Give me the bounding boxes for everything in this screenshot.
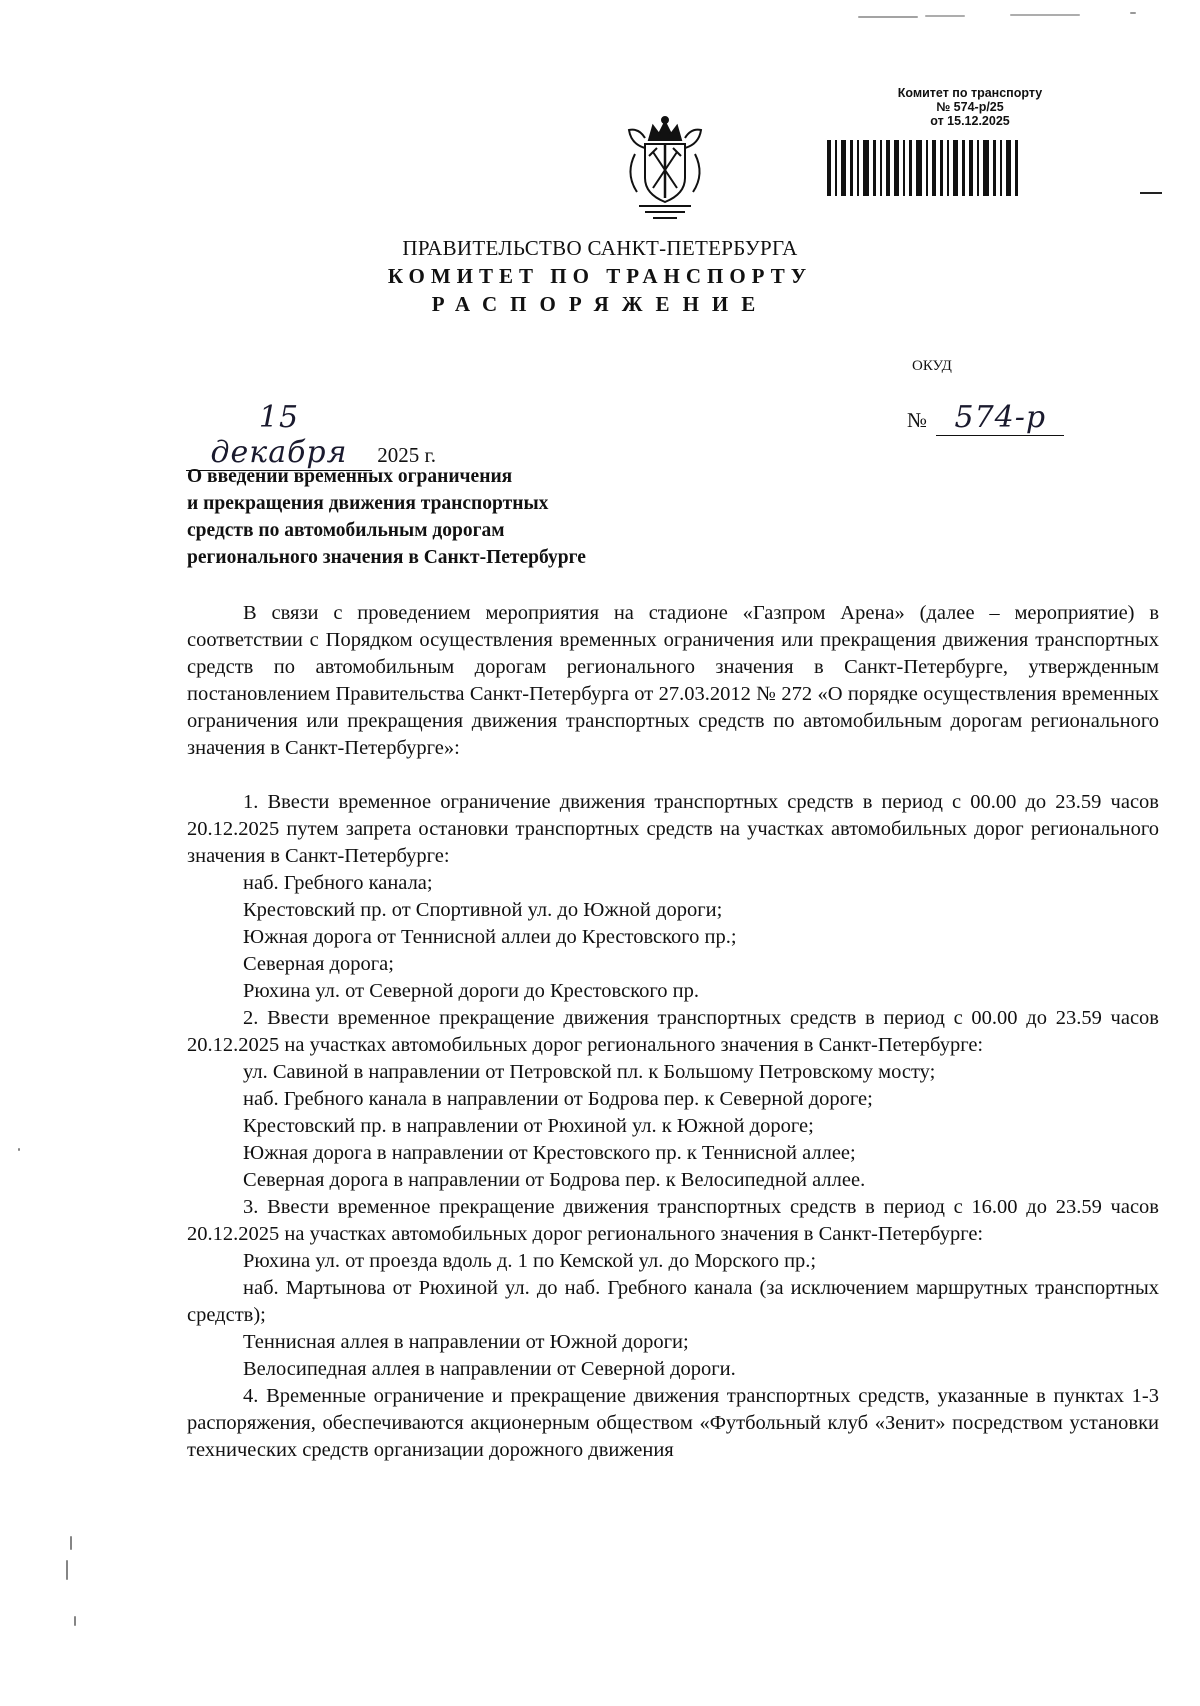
point-4-text: 4. Временные ограничение и прекращение движения транспортных средств, указанные в пунктах 1-3 распоряжения, обеспечиваются акционерным обществом «Футбольный клуб «Зенит» посредством установки технических средств организации дорожного движения xyxy=(187,1385,1159,1461)
scan-artifact xyxy=(18,1148,20,1151)
scan-artifact xyxy=(1130,12,1136,14)
point-1-text: 1. Ввести временное ограничение движения транспортных средств в период с 00.00 до 23.59 часов 20.12.2025 путем запрета остановки транспортных средств на участках автомобильных дорог регионального значения в Санкт-Петербурге: xyxy=(187,791,1159,867)
committee-heading: КОМИТЕТ ПО ТРАНСПОРТУ xyxy=(387,264,813,288)
barcode-tail-line xyxy=(1140,192,1162,194)
handwritten-date: 15 декабря xyxy=(210,400,348,470)
registration-stamp xyxy=(860,86,1080,128)
point-3-item: Рюхина ул. от проезда вдоль д. 1 по Кемской ул. до Морского пр.; xyxy=(243,1250,817,1272)
document-date xyxy=(186,400,436,471)
title-line: регионального значения в Санкт-Петербурге xyxy=(187,547,586,568)
okud-label: ОКУД xyxy=(912,358,952,374)
scan-artifact xyxy=(74,1616,76,1626)
date-year: 2025 г. xyxy=(377,443,436,467)
handwritten-number: 574-р xyxy=(954,400,1047,435)
point-2-text: 2. Ввести временное прекращение движения транспортных средств в период с 00.00 до 23.59 часов 20.12.2025 на участках автомобильных дорог регионального значения в Санкт-Петербурге: xyxy=(187,1007,1159,1056)
point-1-item: Северная дорога; xyxy=(243,953,394,975)
point-2-item: ул. Савиной в направлении от Петровской пл. к Большому Петровскому мосту; xyxy=(243,1061,936,1083)
document-body xyxy=(187,600,1159,1464)
scan-artifact xyxy=(70,1536,72,1550)
number-prefix: № xyxy=(907,408,928,432)
government-heading: ПРАВИТЕЛЬСТВО САНКТ-ПЕТЕРБУРГА xyxy=(402,236,798,260)
point-3-item: Теннисная аллея в направлении от Южной дороги; xyxy=(243,1331,689,1353)
point-3-item: Велосипедная аллея в направлении от Северной дороги. xyxy=(243,1358,736,1380)
scan-artifact xyxy=(858,16,918,18)
title-line: и прекращения движения транспортных xyxy=(187,493,549,514)
point-2-item: Южная дорога в направлении от Крестовского пр. к Теннисной аллее; xyxy=(243,1142,856,1164)
document-number xyxy=(907,400,1064,436)
document-type-heading: РАСПОРЯЖЕНИЕ xyxy=(431,292,769,316)
point-3-item: наб. Мартынова от Рюхиной ул. до наб. Гребного канала (за исключением маршрутных транспортных средств); xyxy=(187,1277,1159,1326)
point-1-item: Крестовский пр. от Спортивной ул. до Южной дороги; xyxy=(243,899,723,921)
preamble: В связи с проведением мероприятия на стадионе «Газпром Арена» (далее – мероприятие) в соответствии с Порядком осуществления временных ограничения или прекращения движения транспортных средств по автомобильным дорогам регионального значения в Санкт-Петербурге, утвержденным постановлением Правительства Санкт-Петербурга от 27.03.2012 № 272 «О порядке осуществления временных ограничения или прекращения движения транспортных средств по автомобильным дорогам регионального значения в Санкт-Петербурге»: xyxy=(187,602,1159,759)
point-1-item: наб. Гребного канала; xyxy=(243,872,433,894)
point-3-text: 3. Ввести временное прекращение движения транспортных средств в период с 16.00 до 23.59 часов 20.12.2025 на участках автомобильных дорог регионального значения в Санкт-Петербурге: xyxy=(187,1196,1159,1245)
coat-of-arms-emblem xyxy=(615,114,715,222)
scan-artifact xyxy=(1010,14,1080,16)
point-1-item: Южная дорога от Теннисной аллеи до Крестовского пр.; xyxy=(243,926,737,948)
title-line: О введении временных ограничения xyxy=(187,466,513,487)
scan-artifact xyxy=(925,15,965,17)
stamp-line-date: от 15.12.2025 xyxy=(930,114,1010,128)
point-2-item: Северная дорога в направлении от Бодрова пер. к Велосипедной аллее. xyxy=(243,1169,866,1191)
document-title xyxy=(187,463,707,571)
stamp-line-number: № 574-р/25 xyxy=(936,100,1004,114)
barcode xyxy=(827,140,1022,196)
point-2-item: наб. Гребного канала в направлении от Бодрова пер. к Северной дороге; xyxy=(243,1088,873,1110)
scan-artifact xyxy=(66,1560,68,1580)
point-2-item: Крестовский пр. в направлении от Рюхиной ул. к Южной дороге; xyxy=(243,1115,814,1137)
point-1-item: Рюхина ул. от Северной дороги до Крестовского пр. xyxy=(243,980,699,1002)
title-line: средств по автомобильным дорогам xyxy=(187,520,505,541)
stamp-line-committee: Комитет по транспорту xyxy=(897,86,1043,100)
